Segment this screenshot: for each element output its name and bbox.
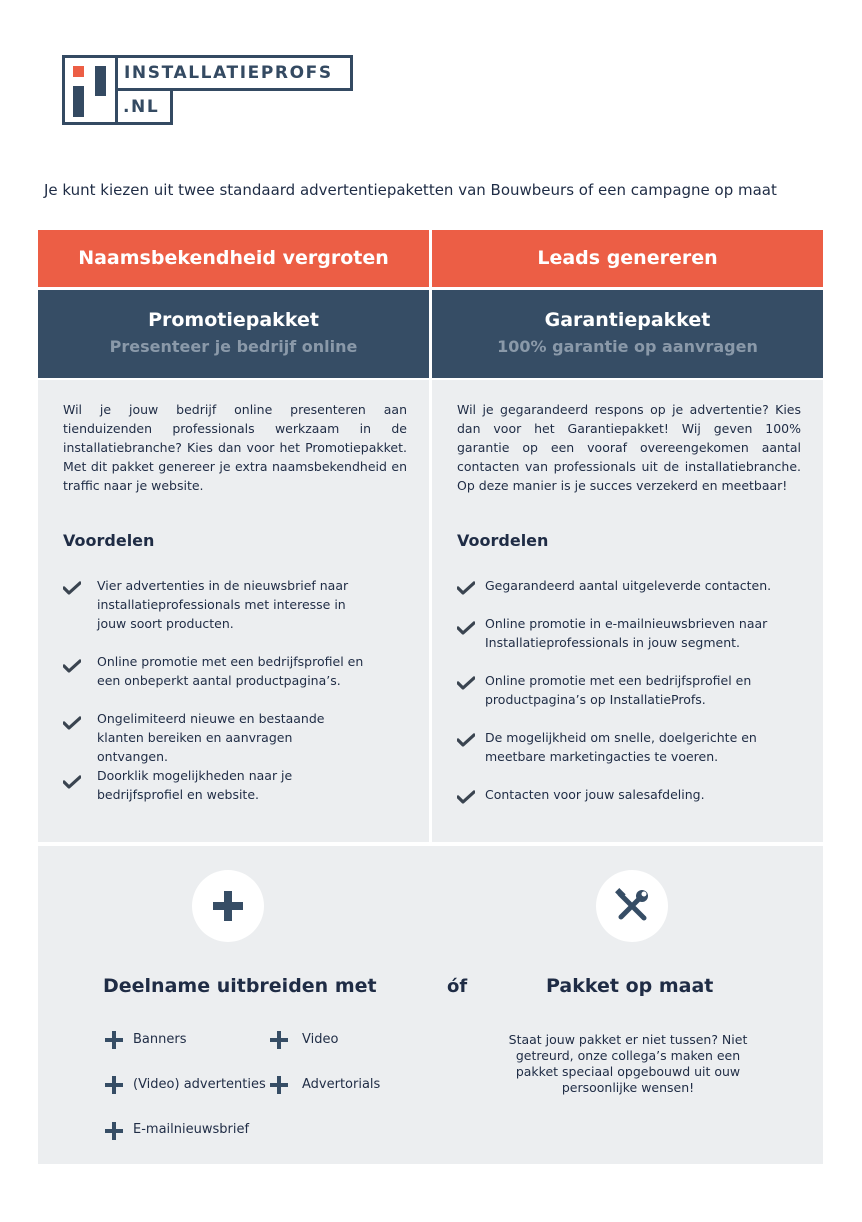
logo-square-icon [73, 66, 84, 77]
or-label: óf [447, 976, 468, 997]
right-package-title: Garantiepakket [544, 309, 711, 331]
plus-circle [192, 870, 264, 942]
tools-circle [596, 870, 668, 942]
right-package-body [432, 380, 823, 842]
logo-mark [62, 55, 118, 125]
check-icon [63, 659, 81, 673]
right-goal-header: Leads genereren [432, 230, 823, 287]
logo-domain: .NL [115, 88, 173, 125]
left-package-title: Promotiepakket [148, 309, 319, 331]
left-goal-header: Naamsbekendheid vergroten [38, 230, 429, 287]
check-icon [63, 581, 81, 595]
right-benefit-2: Online promotie in e-mailnieuwsbrieven naar Installatieprofessionals in jouw segment. [485, 616, 768, 650]
option-video-advertenties: (Video) advertenties [133, 1077, 266, 1092]
option-video: Video [302, 1032, 339, 1047]
tools-icon [614, 888, 650, 924]
custom-description: Staat jouw pakket er niet tussen? Niet getreurd, onze collega’s maken een pakket speciaal opgebouwd uit ouw persoonlijke wensen! [508, 1032, 748, 1095]
left-benefit-4: Doorklik mogelijkheden naar je bedrijfsprofiel en website. [97, 768, 293, 802]
left-benefit-3: Ongelimiteerd nieuwe en bestaande klanten bereiken en aanvragen ontvangen. [97, 711, 325, 764]
right-benefit-1: Gegarandeerd aantal uitgeleverde contacten. [485, 578, 772, 593]
left-benefits-title: Voordelen [63, 531, 155, 550]
right-description: Wil je gegarandeerd respons op je advertentie? Kies dan voor het Garantiepakket! Wij geven 100% garantie op een vooraf overeengekomen aantal contacten van professionals uit de installatiebranche. Op deze manier is je succes verzekerd en meetbaar! [457, 402, 801, 493]
left-package-tagline: Presenteer je bedrijf online [109, 337, 358, 356]
plus-icon [270, 1031, 288, 1049]
left-package-header [38, 290, 429, 378]
right-package-tagline: 100% garantie op aanvragen [497, 337, 758, 356]
custom-title: Pakket op maat [546, 975, 714, 997]
intro-text: Je kunt kiezen uit twee standaard advertentiepaketten van Bouwbeurs of een campagne op maat [44, 181, 777, 199]
left-benefit-1: Vier advertenties in de nieuwsbrief naar installatieprofessionals met interesse in jouw soort producten. [97, 578, 349, 631]
right-benefits-title: Voordelen [457, 531, 549, 550]
plus-icon [212, 890, 244, 922]
logo [62, 55, 353, 125]
check-icon [457, 621, 475, 635]
logo-text: INSTALLATIEPROFS [115, 55, 353, 91]
plus-icon [105, 1122, 123, 1140]
logo-bar-icon [73, 86, 84, 117]
right-benefit-5: Contacten voor jouw salesafdeling. [485, 787, 705, 802]
left-benefit-2: Online promotie met een bedrijfsprofiel en een onbeperkt aantal productpagina’s. [97, 654, 364, 688]
option-e-mailnieuwsbrief: E-mailnieuwsbrief [133, 1122, 250, 1137]
check-icon [457, 581, 475, 595]
left-package-body [38, 380, 429, 842]
check-icon [457, 790, 475, 804]
right-benefit-3: Online promotie met een bedrijfsprofiel en productpagina’s op InstallatieProfs. [485, 673, 752, 707]
check-icon [63, 716, 81, 730]
logo-bar-icon [95, 66, 106, 96]
check-icon [457, 733, 475, 747]
option-advertorials: Advertorials [302, 1077, 381, 1092]
plus-icon [105, 1076, 123, 1094]
check-icon [63, 775, 81, 789]
extras-section [38, 846, 823, 1164]
right-benefit-4: De mogelijkheid om snelle, doelgerichte en meetbare marketingacties te voeren. [485, 730, 757, 764]
extend-title: Deelname uitbreiden met [103, 975, 377, 997]
plus-icon [105, 1031, 123, 1049]
check-icon [457, 676, 475, 690]
right-package-header [432, 290, 823, 378]
plus-icon [270, 1076, 288, 1094]
left-description: Wil je jouw bedrijf online presenteren aan tienduizenden professionals werkzaam in de installatiebranche? Kies dan voor het Promotiepakket. Met dit pakket genereer je extra naamsbekendheid en traffic naar je website. [63, 402, 407, 493]
option-banners: Banners [133, 1032, 187, 1047]
